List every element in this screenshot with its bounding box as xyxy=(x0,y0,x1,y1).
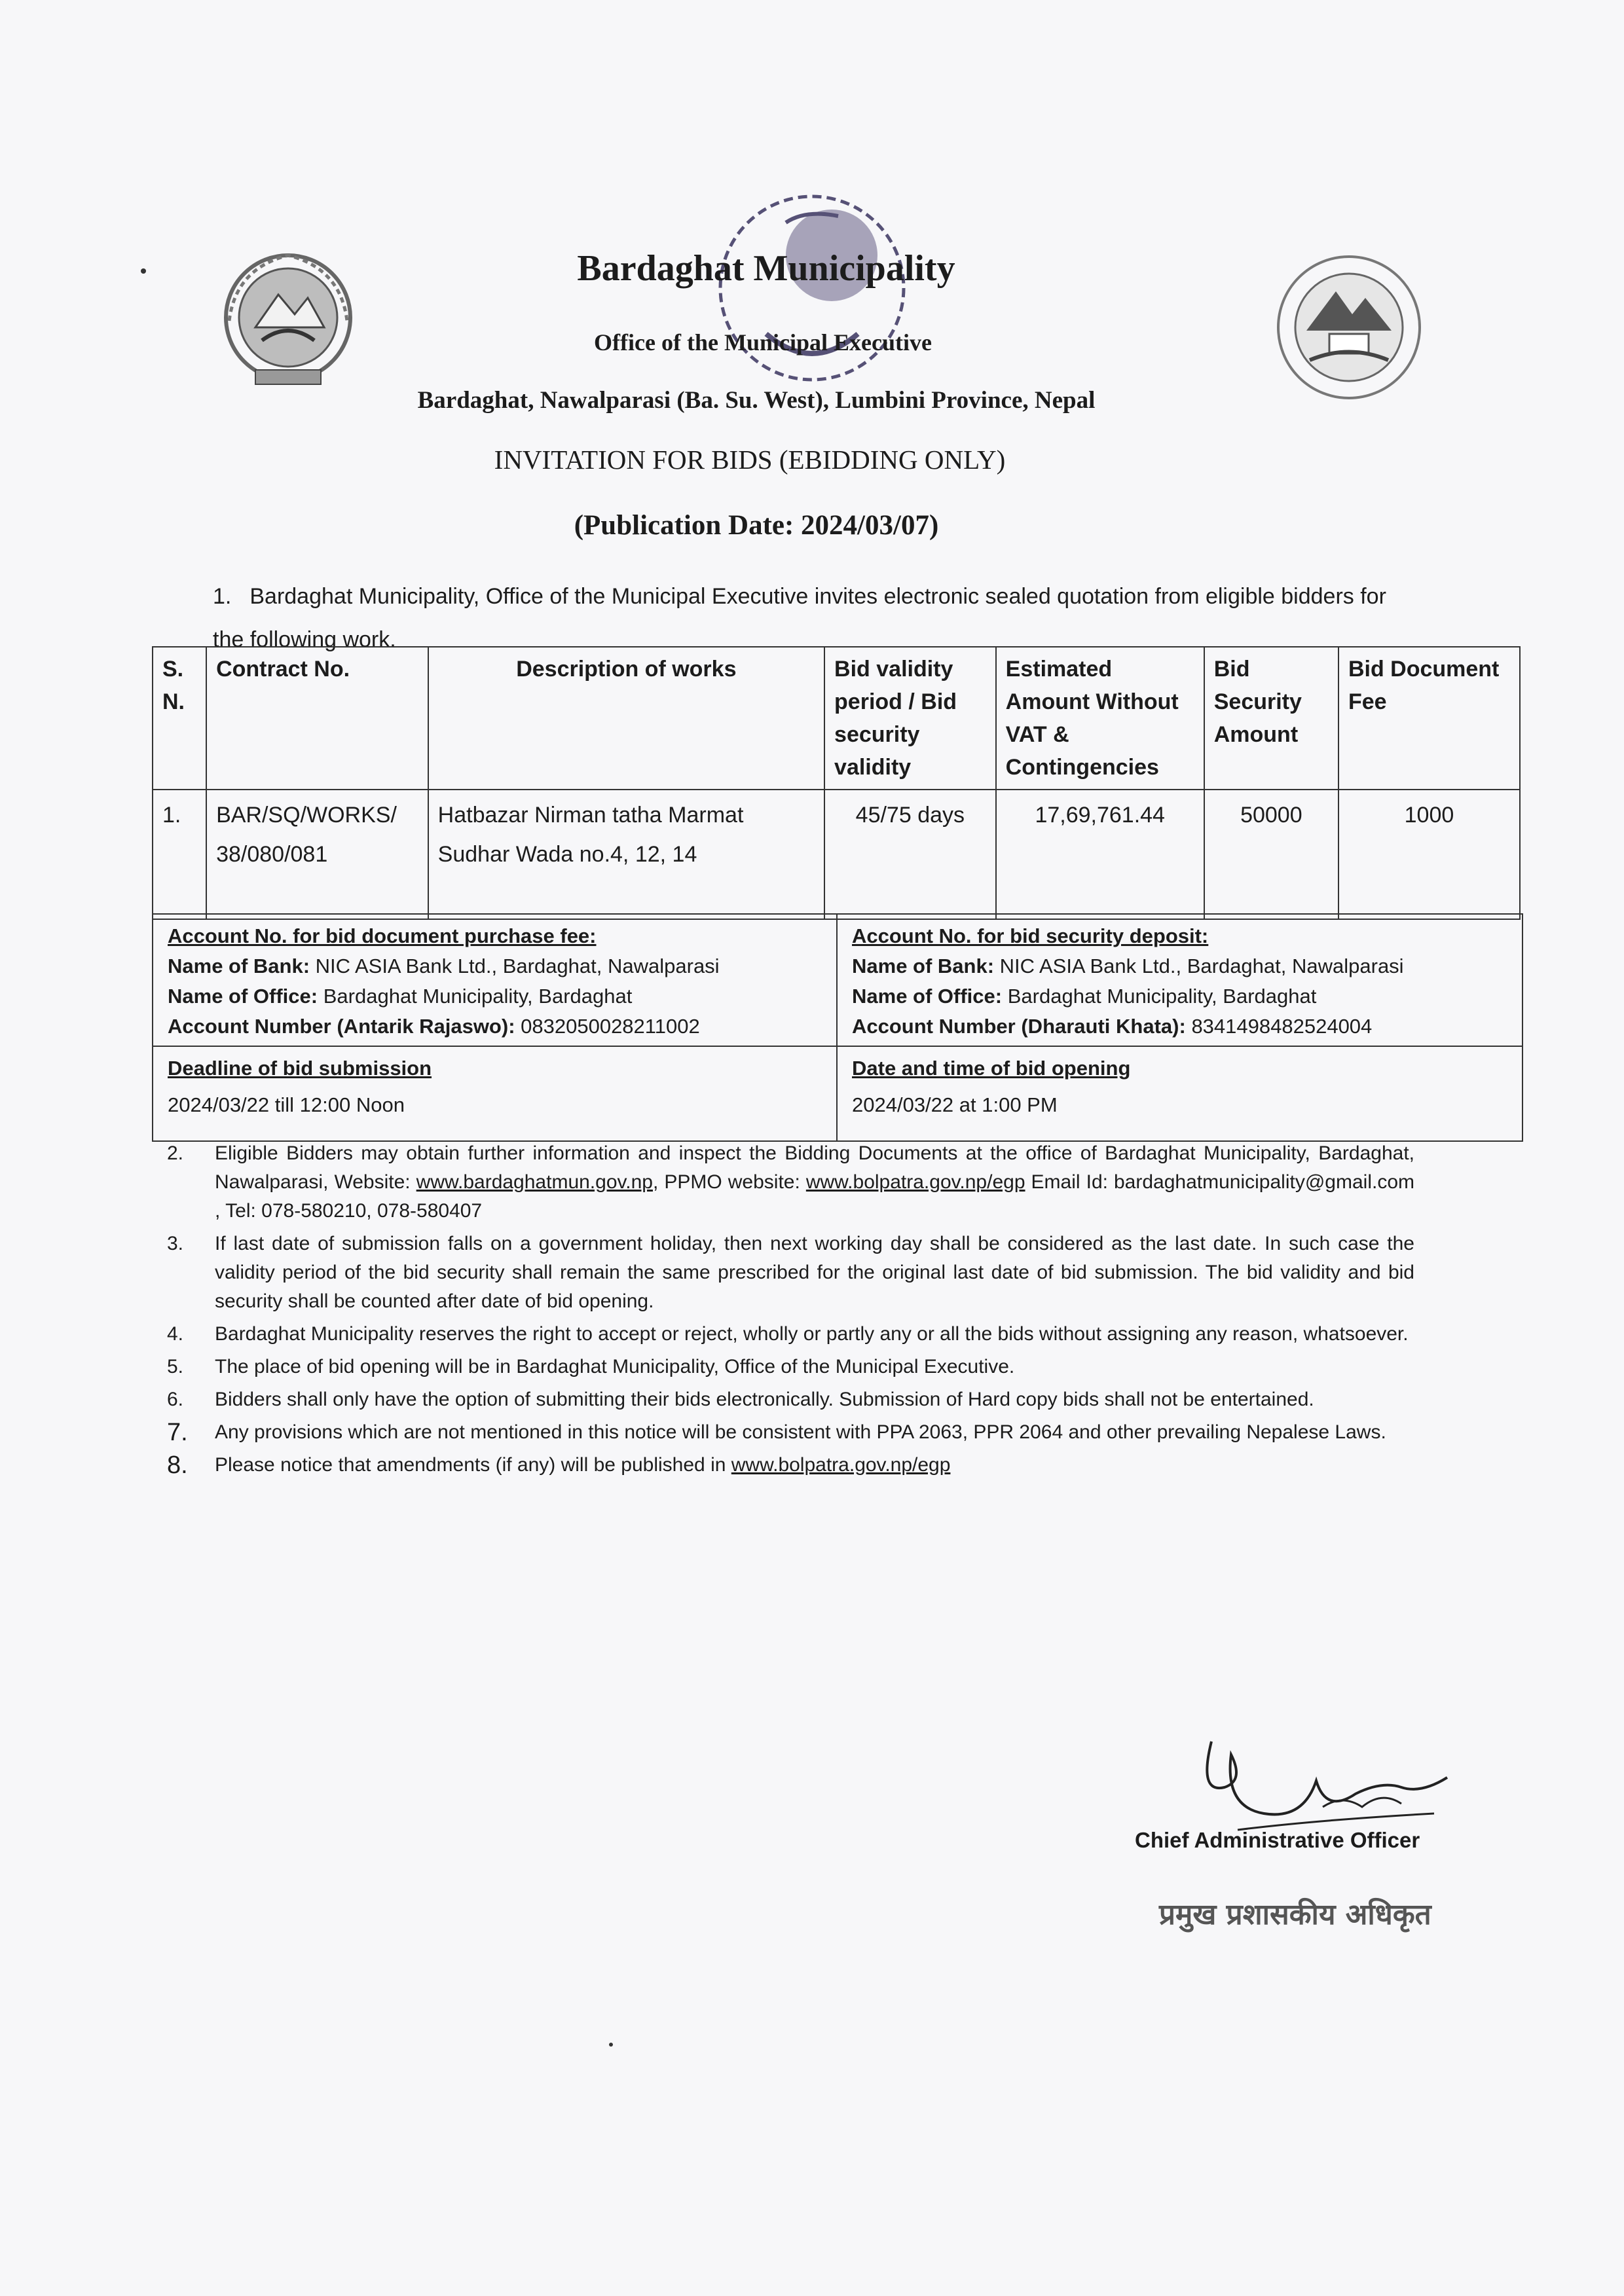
item-number: 6. xyxy=(167,1389,184,1410)
bolpatra-link[interactable]: www.bolpatra.gov.np/egp xyxy=(731,1454,951,1476)
cell-validity: 45/75 days xyxy=(824,790,996,919)
cell-fee: 1000 xyxy=(1338,790,1520,919)
website-link[interactable]: www.bardaghatmun.gov.np xyxy=(416,1171,653,1193)
security-bank: NIC ASIA Bank Ltd., Bardaghat, Nawalparasi xyxy=(999,955,1404,977)
item-text: Bidders shall only have the option of submitting their bids electronically. Submission of Hard copy bids shall not be entertained. xyxy=(215,1389,1314,1410)
security-office: Bardaghat Municipality, Bardaghat xyxy=(1007,985,1317,1008)
item-text-part: , PPMO website: xyxy=(653,1171,806,1193)
security-office-label: Name of Office: xyxy=(852,985,1003,1008)
scan-speck xyxy=(609,2043,613,2047)
item-text-part: Eligible Bidders may obtain further information and inspect the Bidding Documents at the office of Bardaghat Municipality, Bardaghat, Nawalparasi, Website: xyxy=(215,1142,1414,1193)
list-item xyxy=(167,1385,1414,1414)
works-table xyxy=(152,646,1521,920)
opening-cell xyxy=(838,1047,1522,1140)
col-header-description: Description of works xyxy=(428,647,824,790)
table-header-row xyxy=(153,647,1520,790)
deadline-value: 2024/03/22 till 12:00 Noon xyxy=(168,1093,405,1116)
list-item xyxy=(167,1320,1414,1349)
deadline-cell xyxy=(153,1047,838,1140)
account-details-box xyxy=(152,913,1523,1142)
notice-title: INVITATION FOR BIDS (EBIDDING ONLY) xyxy=(494,445,1006,475)
security-heading: Account No. for bid security deposit: xyxy=(852,924,1209,947)
municipality-name: Bardaghat Municipality xyxy=(577,248,955,289)
item-text: The place of bid opening will be in Bardaghat Municipality, Office of the Municipal Executive. xyxy=(215,1356,1015,1377)
item-text: Any provisions which are not mentioned in this notice will be consistent with PPA 2063, PPR 2064 and other prevailing Nepalese Laws. xyxy=(215,1421,1386,1443)
cell-security: 50000 xyxy=(1204,790,1338,919)
table-row xyxy=(153,790,1520,919)
item-number: 5. xyxy=(167,1356,184,1377)
security-account: 8341498482524004 xyxy=(1191,1015,1373,1038)
dates-row xyxy=(153,1047,1522,1140)
account-row xyxy=(153,915,1522,1047)
item-text: If last date of submission falls on a government holiday, then next working day shall be considered as the last date. In such case the validity period of the bid security shall remain the same prescribed for the original last date of bid submission. The bid validity and bid security shall be counted after date of bid opening. xyxy=(215,1233,1414,1312)
security-deposit-account xyxy=(838,915,1522,1046)
col-header-sn: S. N. xyxy=(153,647,206,790)
security-account-label: Account Number (Dharauti Khata): xyxy=(852,1015,1186,1038)
purchase-account-label: Account Number (Antarik Rajaswo): xyxy=(168,1015,515,1038)
item-number: 7. xyxy=(167,1419,188,1446)
item-text-part: Please notice that amendments (if any) will be published in xyxy=(215,1454,731,1476)
conditions-list xyxy=(167,1139,1414,1484)
deadline-heading: Deadline of bid submission xyxy=(168,1057,432,1080)
municipality-address: Bardaghat, Nawalparasi (Ba. Su. West), Lumbini Province, Nepal xyxy=(417,387,1096,414)
security-bank-label: Name of Bank: xyxy=(852,955,995,977)
col-header-estimate: Estimated Amount Without VAT & Contingencies xyxy=(996,647,1204,790)
purchase-fee-account xyxy=(153,915,838,1046)
item-text xyxy=(215,1139,1414,1226)
purchase-bank: NIC ASIA Bank Ltd., Bardaghat, Nawalparasi xyxy=(315,955,720,977)
intro-text: Bardaghat Municipality, Office of the Municipal Executive invites electronic sealed quotation from eligible bidders for the following work. xyxy=(213,584,1386,652)
cell-sn: 1. xyxy=(153,790,206,919)
item-text: Bardaghat Municipality reserves the right to accept or reject, wholly or partly any or all the bids without assigning any reason, whatsoever. xyxy=(215,1323,1409,1345)
col-header-validity: Bid validity period / Bid security validity xyxy=(824,647,996,790)
item-text xyxy=(215,1451,1414,1480)
col-header-contract: Contract No. xyxy=(206,647,428,790)
item-text-part: Email Id: bardaghatmunicipality@gmail.com , Tel: 078-580210, 078-580407 xyxy=(215,1171,1414,1222)
list-item xyxy=(167,1139,1414,1226)
purchase-bank-label: Name of Bank: xyxy=(168,955,310,977)
col-header-security: Bid Security Amount xyxy=(1204,647,1338,790)
opening-value: 2024/03/22 at 1:00 PM xyxy=(852,1093,1058,1116)
purchase-account: 0832050028211002 xyxy=(521,1015,700,1038)
purchase-office: Bardaghat Municipality, Bardaghat xyxy=(323,985,633,1008)
list-item xyxy=(167,1230,1414,1316)
item-number: 4. xyxy=(167,1323,184,1345)
list-item xyxy=(167,1353,1414,1381)
publication-date: (Publication Date: 2024/03/07) xyxy=(574,510,939,541)
item-number: 2. xyxy=(167,1142,184,1164)
cell-estimate: 17,69,761.44 xyxy=(996,790,1204,919)
col-header-fee: Bid Document Fee xyxy=(1338,647,1520,790)
purchase-office-label: Name of Office: xyxy=(168,985,318,1008)
cell-contract: BAR/SQ/WORKS/ 38/080/081 xyxy=(206,790,428,919)
opening-heading: Date and time of bid opening xyxy=(852,1057,1131,1080)
ppmo-link[interactable]: www.bolpatra.gov.np/egp xyxy=(805,1171,1025,1193)
cell-description: Hatbazar Nirman tatha Marmat Sudhar Wada no.4, 12, 14 xyxy=(428,790,824,919)
office-name: Office of the Municipal Executive xyxy=(594,329,932,355)
list-item xyxy=(167,1451,1414,1480)
scan-speck xyxy=(141,268,146,274)
signatory-title: Chief Administrative Officer xyxy=(1135,1828,1420,1852)
intro-number: 1. xyxy=(213,584,232,609)
signatory-title-nepali: प्रमुख प्रशासकीय अधिकृत xyxy=(1159,1898,1431,1931)
item-number: 3. xyxy=(167,1233,184,1254)
purchase-heading: Account No. for bid document purchase fee: xyxy=(168,924,597,947)
item-number: 8. xyxy=(167,1451,188,1479)
list-item xyxy=(167,1418,1414,1447)
